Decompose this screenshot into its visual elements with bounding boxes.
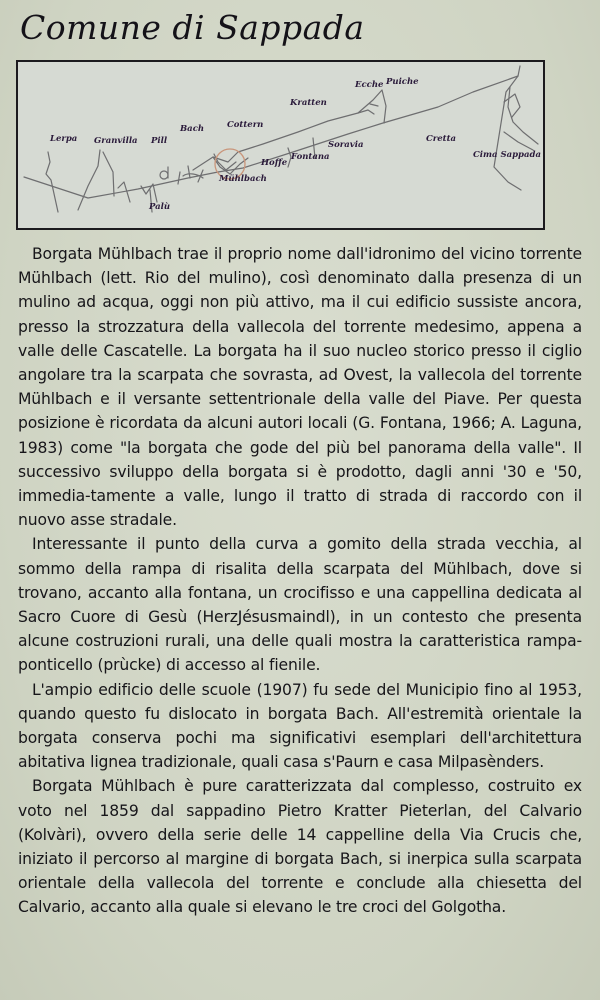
map-label-cretta: Cretta xyxy=(426,134,457,144)
map-label-bach: Bach xyxy=(180,124,205,134)
paragraph-elbow-curve: Interessante il punto della curva a gomito della strada vecchia, al sommo della rampa di risalita della scarpata del Mühlbach, dove si trovano, accanto alla fontana, un crocifisso e una cappellina dedicata al Sacro Cuore di Gesù (HerzJésusmaindl), in un contesto che presenta alcune costruzioni rurali, una delle quali mostra la caratteristica rampa-ponticello (prùcke) di accesso al fienile. xyxy=(18,535,582,675)
map-label-hoffe: Hoffe xyxy=(261,158,288,168)
map-label-puiche: Puiche xyxy=(386,77,419,87)
paragraph-calvary: Borgata Mühlbach è pure caratterizzata dal complesso, costruito ex voto nel 1859 dal sappadino Pietro Kratter Pieterlan, del Calvario (Kolvàri), ovvero della serie delle 14 cappelline della Via Crucis che, iniziato il percorso al margine di borgata Bach, si inerpica sulla scarpata orientale della vallecola del torrente e conclude alla chiesetta del Calvario, accanto alla quale si elevano le tre croci del Golgotha. xyxy=(18,777,582,917)
description-text xyxy=(18,242,582,920)
map-label-kratten: Kratten xyxy=(290,98,327,108)
map-label-fontana: Fontana xyxy=(291,152,330,162)
locality-map xyxy=(16,60,545,230)
paragraph-school-building: L'ampio edificio delle scuole (1907) fu sede del Municipio fino al 1953, quando questo fu dislocato in borgata Bach. All'estremità orientale la borgata conserva pochi ma significativi esemplari dell'architettura abitativa lignea tradizionale, quali casa s'Paurn e casa Milpasènders. xyxy=(18,680,582,772)
map-label-ecche: Ecche xyxy=(355,80,384,90)
map-label-cottern: Cottern xyxy=(227,120,264,130)
map-label-lerpa: Lerpa xyxy=(50,134,78,144)
paragraph-history: Borgata Mühlbach trae il proprio nome dall'idronimo del vicino torrente Mühlbach (lett. Rio del mulino), così denominato dalla presenza di un mulino ad acqua, oggi non più attivo, ma il cui edificio sussiste ancora, presso la strozzatura della vallecola del torrente medesimo, appena a valle delle Cascatelle. La borgata ha il suo nucleo storico presso il ciglio angolare tra la scarpata che sovrasta, ad Ovest, la vallecola del torrente Mühlbach e il versante settentrionale della valle del Piave. Per questa posizione è ricordata da alcuni autori locali (G. Fontana, 1966; A. Laguna, 1983) come "la borgata che gode del più bel panorama della valle". Il successivo sviluppo della borgata si è prodotto, dagli anni '30 e '50, immedia-tamente a valle, lungo il tratto di strada di raccordo con il nuovo asse stradale. xyxy=(18,245,582,530)
map-label-soravia: Soravia xyxy=(328,140,364,150)
map-label-pill: Pill xyxy=(151,136,168,146)
sign-title: Comune di Sappada xyxy=(20,8,365,47)
map-label-cima-sappada: Cima Sappada xyxy=(473,150,541,160)
map-label-granvilla: Granvilla xyxy=(94,136,138,146)
map-label-muhlbach: Mühlbach xyxy=(219,174,267,184)
map-label-palu: Palù xyxy=(149,202,171,212)
